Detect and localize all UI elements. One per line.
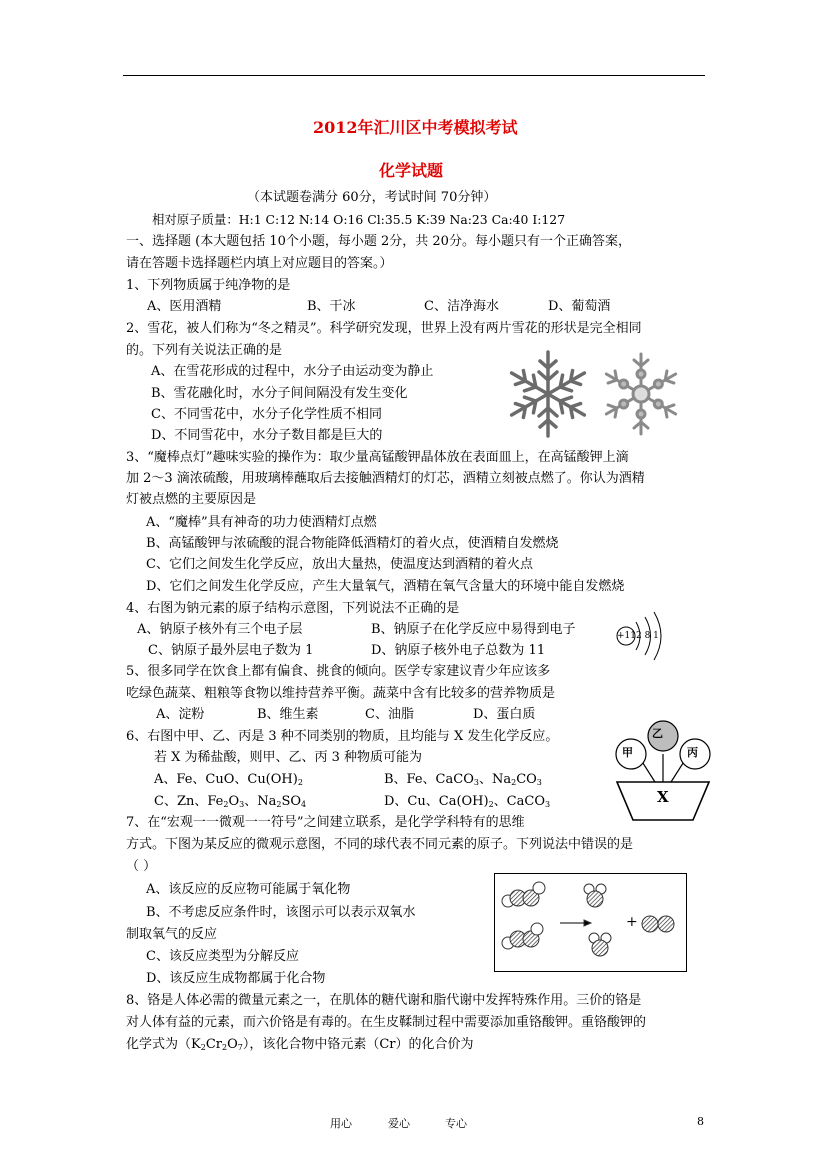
- snowflake-image: [498, 348, 690, 440]
- q7-stem-2: 方式。下图为某反应的微观示意图，不同的球代表不同元素的原子。下列说法中错误的是: [126, 837, 634, 852]
- q7-option-c: C、该反应类型为分解反应: [146, 949, 299, 964]
- q5-option-c: C、油脂: [365, 707, 414, 722]
- q8-line-2: 对人体有益的元素，而六价铬是有毒的。在生皮鞣制过程中需要添加重铬酸钾。重铬酸钾的: [126, 1015, 647, 1030]
- page-number: 8: [697, 1115, 704, 1128]
- q3-option-a: A、“魔棒”具有神奇的功力使酒精灯点燃: [146, 515, 377, 530]
- q7-option-a: A、该反应的反应物可能属于氧化物: [146, 882, 351, 897]
- q2-stem-1: 2、雪花，被人们称为“冬之精灵”。科学研究发现，世界上没有两片雪花的形状是完全相同: [126, 321, 642, 336]
- q2-option-c: C、不同雪花中，水分子化学性质不相同: [151, 407, 382, 422]
- q7-option-b-line2: 制取氧气的反应: [126, 927, 218, 942]
- q3-option-d: D、它们之间发生化学反应，产生大量氧气，酒精在氧气含量大的环境中能自发燃烧: [146, 579, 625, 594]
- exam-note: （本试题卷满分 60分，考试时间 70分钟）: [247, 190, 497, 205]
- q3-option-c: C、它们之间发生化学反应，放出大量热，使温度达到酒精的着火点: [146, 557, 533, 572]
- q3-stem-2: 加 2～3 滴浓硫酸，用玻璃棒蘸取后去接触酒精灯的灯芯，酒精立刻被点燃了。你认为酒精: [126, 471, 645, 486]
- q6-option-c: C、Zn、$Fe_2O_3$、$Na_2SO_4$: [154, 794, 307, 809]
- q6-stem-1: 6、右图中甲、乙、丙是 3 种不同类别的物质，且均能与 X 发生化学反应。: [126, 729, 559, 744]
- flowerpot-diagram: [611, 716, 715, 824]
- q7-option-b-line1: B、不考虑反应条件时，该图示可以表示双氧水: [146, 905, 416, 920]
- q2-option-a: A、在雪花形成的过程中，水分子由运动变为静止: [151, 364, 434, 379]
- q4-option-d: D、钠原子核外电子总数为 11: [371, 643, 546, 658]
- q1-option-a: A、医用酒精: [147, 299, 222, 314]
- fig-yi: 乙: [652, 727, 663, 740]
- section1-line1: 一、选择题 (本大题包括 10个小题，每小题 2分，共 20分。每小题只有一个正确答案，: [126, 234, 631, 249]
- footer-text-b: 爱心: [388, 1117, 410, 1130]
- q4-option-c: C、钠原子最外层电子数为 1: [148, 643, 314, 658]
- q2-option-d: D、不同雪花中，水分子数目都是巨大的: [151, 428, 383, 443]
- reaction-micro-diagram: [494, 873, 687, 972]
- q7-stem-3: （ ）: [126, 859, 157, 874]
- q8-line-1: 8、铬是人体必需的微量元素之一，在肌体的糖代谢和脂代谢中发挥特殊作用。三价的铬是: [126, 993, 642, 1008]
- q5-option-a: A、淀粉: [156, 707, 205, 722]
- q5-stem-1: 5、很多同学在饮食上都有偏食、挑食的倾向。医学专家建议青少年应该多: [126, 664, 551, 679]
- q2-option-b: B、雪花融化时，水分子间间隔没有发生变化: [151, 386, 408, 401]
- q4-option-a: A、钠原子核外有三个电子层: [137, 622, 303, 637]
- q3-option-b: B、高锰酸钾与浓硫酸的混合物能降低酒精灯的着火点，使酒精自发燃烧: [146, 536, 559, 551]
- header-rule: [123, 75, 705, 76]
- q1-option-b: B、干冰: [307, 299, 356, 314]
- atom-shells-label: 2 8 1: [636, 631, 659, 641]
- atomic-mass-line: 相对原子质量：H:1 C:12 N:14 O:16 Cl:35.5 K:39 Na:23 Ca:40 I:127: [152, 212, 566, 227]
- q2-stem-2: 的。下列有关说法正确的是: [126, 343, 283, 358]
- q6-option-a: A、Fe、CuO、$Cu(OH)_2$: [154, 772, 303, 787]
- q8-line-3: 化学式为$(K_2Cr_2O_7)$，该化合物中铬元素（Cr）的化合价为: [126, 1037, 474, 1052]
- q5-stem-2: 吃绿色蔬菜、粗粮等食物以维持营养平衡。蔬菜中含有比较多的营养物质是: [126, 686, 556, 701]
- q1-stem: 1、下列物质属于纯净物的是: [126, 278, 291, 293]
- q7-option-d: D、该反应生成物都属于化合物: [146, 971, 326, 986]
- reaction-plus: +: [626, 914, 638, 930]
- q6-option-b: B、Fe、CaCO$_3$、$Na_2CO_3$: [384, 772, 542, 787]
- q6-stem-2: 若 X 为稀盐酸，则甲、乙、丙 3 种物质可能为: [154, 750, 423, 765]
- atom-nucleus-label: +11: [617, 631, 636, 641]
- fig-bing: 丙: [687, 746, 698, 759]
- q3-stem-3: 灯被点燃的主要原因是: [126, 492, 257, 507]
- q5-option-b: B、维生素: [257, 707, 319, 722]
- q4-option-b: B、钠原子在化学反应中易得到电子: [371, 622, 576, 637]
- q7-stem-1: 7、在“宏观一一微观一一符号”之间建立联系，是化学学科特有的思维: [126, 815, 525, 830]
- footer-text-a: 用心: [330, 1117, 352, 1130]
- fig-jia: 甲: [622, 746, 633, 759]
- fig-x: X: [657, 788, 669, 806]
- section1-line2: 请在答题卡选择题栏内填上对应题目的答案。）: [126, 256, 393, 271]
- q4-stem: 4、右图为钠元素的原子结构示意图，下列说法不正确的是: [126, 601, 460, 616]
- q1-option-c: C、洁净海水: [424, 299, 499, 314]
- q6-option-d: D、Cu、$Ca(OH)_2$、CaCO$_3$: [384, 794, 551, 809]
- q3-stem-1: 3、“魔棒点灯”趣味实验的操作为：取少量高锰酸钾晶体放在表面皿上，在高锰酸钾上滴: [126, 450, 629, 465]
- q1-option-d: D、葡萄酒: [548, 299, 611, 314]
- q5-option-d: D、蛋白质: [473, 707, 536, 722]
- exam-title: 2012年汇川区中考模拟考试: [313, 118, 518, 137]
- exam-subtitle: 化学试题: [379, 161, 444, 180]
- footer-text-c: 专心: [445, 1117, 467, 1130]
